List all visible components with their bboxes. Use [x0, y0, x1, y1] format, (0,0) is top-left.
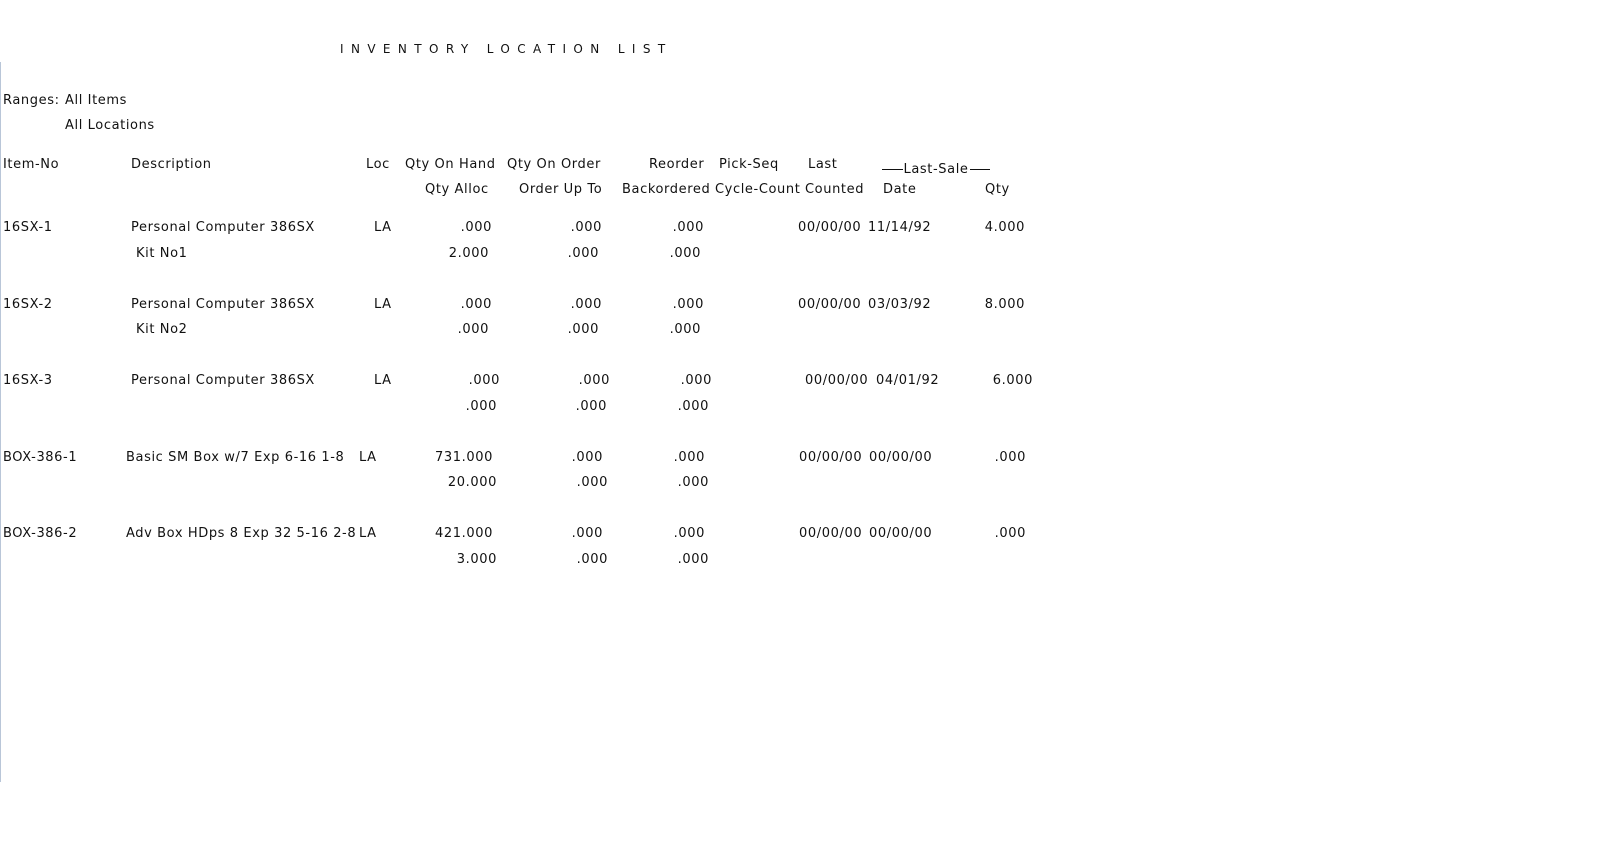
header-qty-on-order: Qty On Order: [507, 157, 601, 172]
item-qty-on-order: .000: [571, 450, 603, 465]
item-order-up-to: .000: [567, 246, 599, 261]
header-loc: Loc: [366, 157, 390, 172]
item-reorder: .000: [672, 297, 704, 312]
item-order-up-to: .000: [576, 475, 608, 490]
item-qty-on-hand: 731.000: [435, 450, 493, 465]
item-last-sale-qty: .000: [994, 526, 1026, 541]
item-qty-alloc: 3.000: [456, 552, 497, 567]
item-reorder: .000: [673, 526, 705, 541]
header-rule-right: [970, 169, 991, 170]
item-qty-on-hand: 421.000: [435, 526, 493, 541]
item-description: Adv Box HDps 8 Exp 32 5-16 2-8: [126, 526, 357, 541]
item-last-counted: 00/00/00: [799, 450, 863, 465]
item-qty-on-order: .000: [578, 373, 610, 388]
item-no: 16SX-1: [3, 220, 53, 235]
item-last-sale-qty: 4.000: [984, 220, 1025, 235]
item-location: LA: [359, 526, 377, 541]
header-reorder: Reorder: [649, 157, 705, 172]
item-last-sale-date: 03/03/92: [868, 297, 932, 312]
item-order-up-to: .000: [576, 552, 608, 567]
item-location: LA: [374, 373, 392, 388]
item-last-sale-date: 00/00/00: [869, 450, 933, 465]
item-qty-on-hand: .000: [460, 297, 492, 312]
header-qty-alloc: Qty Alloc: [425, 182, 489, 197]
item-location: LA: [359, 450, 377, 465]
item-last-sale-date: 04/01/92: [876, 373, 940, 388]
item-qty-alloc: 20.000: [447, 475, 497, 490]
item-last-counted: 00/00/00: [798, 220, 862, 235]
item-reorder: .000: [673, 450, 705, 465]
header-qty: Qty: [985, 182, 1010, 197]
item-qty-on-hand: .000: [460, 220, 492, 235]
item-description: Personal Computer 386SX: [131, 220, 315, 235]
item-qty-on-order: .000: [570, 297, 602, 312]
header-pick-seq: Pick-Seq: [719, 157, 779, 172]
item-qty-alloc: .000: [465, 399, 497, 414]
item-last-sale-date: 00/00/00: [869, 526, 933, 541]
item-last-sale-qty: 6.000: [992, 373, 1033, 388]
item-description: Basic SM Box w/7 Exp 6-16 1-8: [126, 450, 345, 465]
item-description: Personal Computer 386SX: [131, 373, 315, 388]
header-qty-on-hand: Qty On Hand: [405, 157, 496, 172]
item-last-sale-qty: 8.000: [984, 297, 1025, 312]
item-reorder: .000: [672, 220, 704, 235]
item-backordered: .000: [677, 552, 709, 567]
item-sub-description: Kit No2: [136, 322, 188, 337]
item-qty-on-order: .000: [570, 220, 602, 235]
header-counted: Counted: [805, 182, 865, 197]
item-qty-on-order: .000: [571, 526, 603, 541]
item-last-counted: 00/00/00: [799, 526, 863, 541]
left-margin-rule: [0, 62, 1, 782]
item-location: LA: [374, 220, 392, 235]
item-order-up-to: .000: [575, 399, 607, 414]
item-backordered: .000: [677, 399, 709, 414]
item-last-counted: 00/00/00: [805, 373, 869, 388]
item-location: LA: [374, 297, 392, 312]
item-no: BOX-386-1: [3, 450, 78, 465]
item-last-counted: 00/00/00: [798, 297, 862, 312]
range-items: All Items: [65, 93, 128, 108]
header-last: Last: [808, 157, 838, 172]
range-locations: All Locations: [65, 118, 155, 133]
item-backordered: .000: [677, 475, 709, 490]
item-order-up-to: .000: [567, 322, 599, 337]
item-last-sale-date: 11/14/92: [868, 220, 932, 235]
item-backordered: .000: [669, 322, 701, 337]
item-no: 16SX-3: [3, 373, 53, 388]
header-last-sale: [882, 161, 990, 177]
item-backordered: .000: [669, 246, 701, 261]
item-last-sale-qty: .000: [994, 450, 1026, 465]
header-date: Date: [883, 182, 917, 197]
header-cycle-count: Cycle-Count: [715, 182, 801, 197]
item-sub-description: Kit No1: [136, 246, 188, 261]
report-title: INVENTORY LOCATION LIST: [340, 42, 673, 56]
header-rule-left: [882, 169, 903, 170]
header-backordered: Backordered: [622, 182, 711, 197]
item-qty-on-hand: .000: [468, 373, 500, 388]
header-item-no: Item-No: [3, 157, 60, 172]
header-last-sale-label: Last-Sale: [903, 161, 969, 177]
header-order-up-to: Order Up To: [519, 182, 603, 197]
ranges-label: Ranges:: [3, 93, 60, 108]
item-reorder: .000: [680, 373, 712, 388]
item-qty-alloc: .000: [457, 322, 489, 337]
item-description: Personal Computer 386SX: [131, 297, 315, 312]
item-no: 16SX-2: [3, 297, 53, 312]
item-no: BOX-386-2: [3, 526, 78, 541]
header-description: Description: [131, 157, 212, 172]
item-qty-alloc: 2.000: [448, 246, 489, 261]
